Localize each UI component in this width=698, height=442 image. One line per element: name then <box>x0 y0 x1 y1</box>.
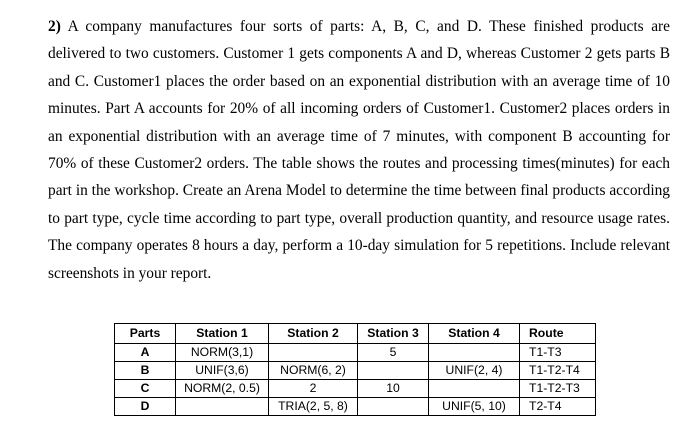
cell-station-4: UNIF(2, 4) <box>429 362 520 380</box>
table-row <box>115 380 596 398</box>
cell-part: A <box>115 344 176 362</box>
cell-station-1: NORM(3,1) <box>176 344 269 362</box>
cell-route: T1-T3 <box>520 344 596 362</box>
routes-table-container <box>114 323 596 416</box>
table-row <box>115 398 596 416</box>
problem-number: 2) <box>48 18 61 35</box>
cell-part: C <box>115 380 176 398</box>
cell-station-2: 2 <box>269 380 358 398</box>
cell-station-4 <box>429 380 520 398</box>
cell-station-3: 10 <box>358 380 429 398</box>
cell-station-1: UNIF(3,6) <box>176 362 269 380</box>
cell-station-4: UNIF(5, 10) <box>429 398 520 416</box>
cell-station-4 <box>429 344 520 362</box>
header-station-1: Station 1 <box>176 324 269 344</box>
header-route: Route <box>520 324 596 344</box>
cell-part: D <box>115 398 176 416</box>
cell-station-2: NORM(6, 2) <box>269 362 358 380</box>
table-row <box>115 344 596 362</box>
cell-route: T2-T4 <box>520 398 596 416</box>
header-parts: Parts <box>115 324 176 344</box>
header-station-4: Station 4 <box>429 324 520 344</box>
cell-route: T1-T2-T4 <box>520 362 596 380</box>
cell-station-3: 5 <box>358 344 429 362</box>
cell-station-2 <box>269 344 358 362</box>
table-header-row <box>115 324 596 344</box>
problem-statement <box>48 13 670 287</box>
cell-station-3 <box>358 398 429 416</box>
routes-table <box>114 323 596 416</box>
cell-station-1 <box>176 398 269 416</box>
table-row <box>115 362 596 380</box>
header-station-2: Station 2 <box>269 324 358 344</box>
cell-station-2: TRIA(2, 5, 8) <box>269 398 358 416</box>
header-station-3: Station 3 <box>358 324 429 344</box>
problem-text: A company manufactures four sorts of parts: A, B, C, and D. These finished products are delivered to two customers. Customer 1 gets components A and D, whereas Customer 2 gets parts B and C. Customer1 places the order based on an exponential distribution with an average time of 10 minutes. Part A accounts for 20% of all incoming orders of Customer1. Customer2 places orders in an exponential distribution with an average time of 7 minutes, with component B accounting for 70% of these Customer2 orders. The table shows the routes and processing times(minutes) for each part in the workshop. Create an Arena Model to determine the time between final products according to part type, cycle time according to part type, overall production quantity, and resource usage rates. The company operates 8 hours a day, perform a 10-day simulation for 5 repetitions. Include relevant screenshots in your report. <box>48 18 670 282</box>
cell-station-3 <box>358 362 429 380</box>
cell-station-1: NORM(2, 0.5) <box>176 380 269 398</box>
cell-part: B <box>115 362 176 380</box>
cell-route: T1-T2-T3 <box>520 380 596 398</box>
